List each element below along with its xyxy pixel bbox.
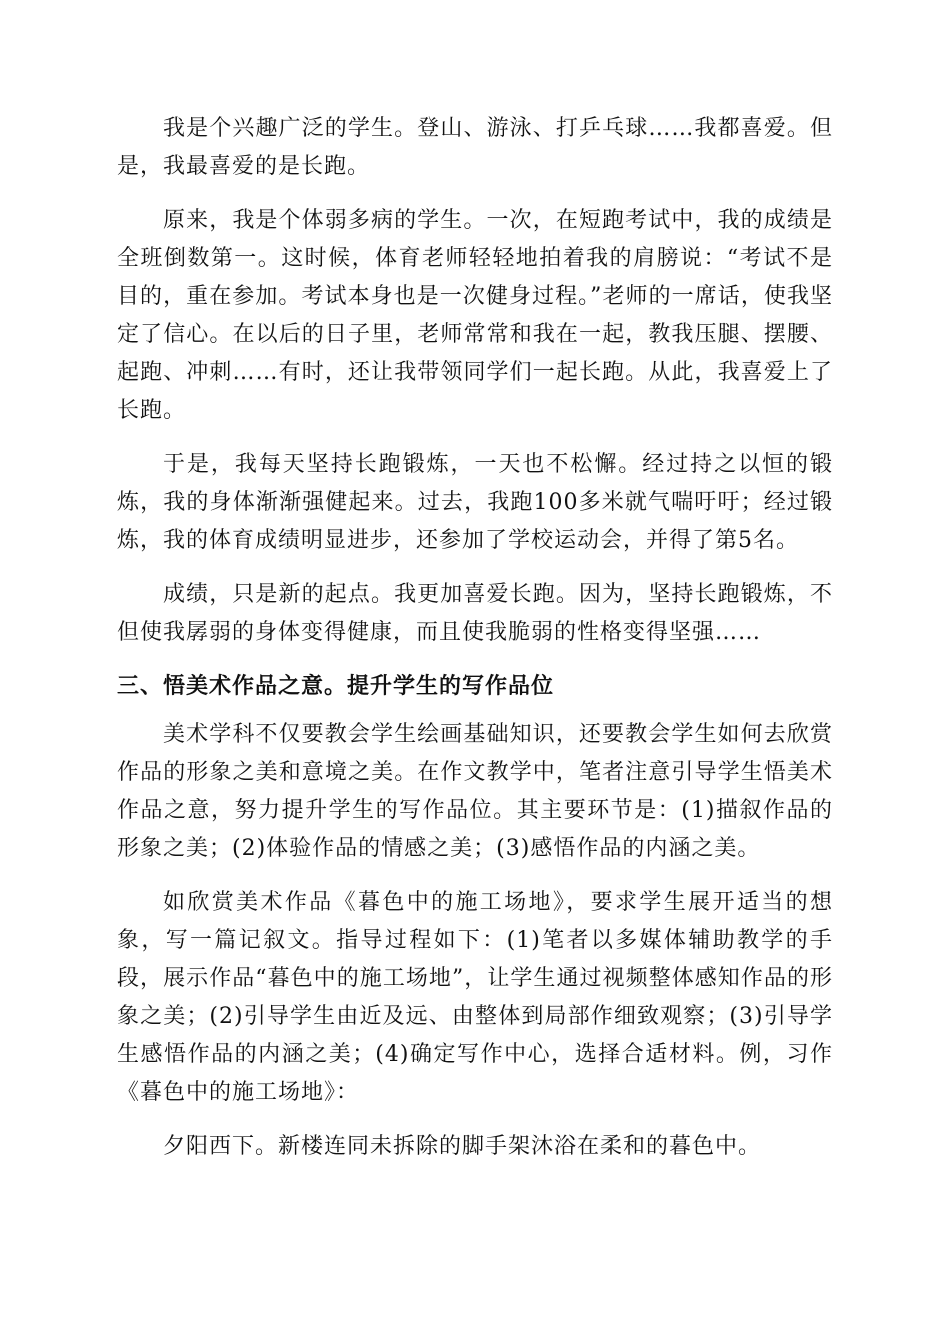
section-heading: 三、悟美术作品之意。提升学生的写作品位 [117, 674, 555, 699]
paragraph-weak-student: 原来，我是个体弱多病的学生。一次，在短跑考试中，我的成绩是全班倒数第一。这时候，体育老师轻轻地拍着我的肩膀说：“考试不是目的，重在参加。考试本身也是一次健身过程。”老师的一席话，使我坚定了信心。在以后的日子里，老师常常和我在一起，教我压腿、摆腰、起跑、冲刺……有时，还让我带领同学们一起长跑。从此，我喜爱上了长跑。 [117, 208, 833, 423]
paragraph-artwork-example: 如欣赏美术作品《暮色中的施工场地》，要求学生展开适当的想象，写一篇记叙文。指导过程如下：(1)笔者以多媒体辅助教学的手段，展示作品“暮色中的施工场地”，让学生通过视频整体感知作品的形象之美；(2)引导学生由近及远、由整体到局部作细致观察；(3)引导学生感悟作品的内涵之美；(4)确定写作中心，选择合适材料。例，习作《暮色中的施工场地》： [117, 890, 833, 1105]
paragraph-new-start: 成绩，只是新的起点。我更加喜爱长跑。因为，坚持长跑锻炼，不但使我孱弱的身体变得健康，而且使我脆弱的性格变得坚强…… [117, 582, 833, 645]
paragraph-hobbies: 我是个兴趣广泛的学生。登山、游泳、打乒乓球……我都喜爱。但是，我最喜爱的是长跑。 [117, 116, 833, 179]
document-body [117, 110, 833, 1182]
paragraph-daily-running: 于是，我每天坚持长跑锻炼，一天也不松懈。经过持之以恒的锻炼，我的身体渐渐强健起来。过去，我跑100多米就气喘吁吁；经过锻炼，我的体育成绩明显进步，还参加了学校运动会，并得了第5名。 [117, 452, 833, 553]
paragraph-art-subject: 美术学科不仅要教会学生绘画基础知识，还要教会学生如何去欣赏作品的形象之美和意境之美。在作文教学中，笔者注意引导学生悟美术作品之意，努力提升学生的写作品位。其主要环节是：(1)描叙作品的形象之美；(2)体验作品的情感之美；(3)感悟作品的内涵之美。 [117, 722, 833, 861]
paragraph-sunset: 夕阳西下。新楼连同未拆除的脚手架沐浴在柔和的暮色中。 [163, 1134, 762, 1159]
